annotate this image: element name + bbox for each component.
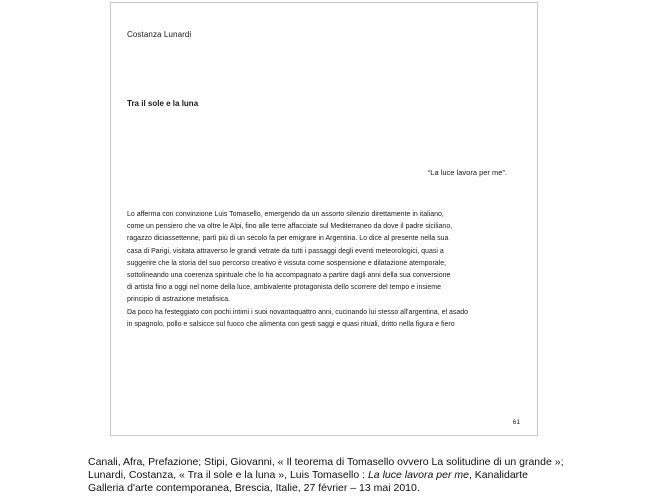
body-line: Lo afferma con convinzione Luis Tomasello, emergendo da un assorto silenzio direttamente in italiano, [127,211,444,218]
body-line: ragazzo diciassettenne, partì più di un secolo fa per emigrare in Argentina. Lo dice al presente nella sua [127,235,449,243]
citation-book-title: La luce lavora per me [367,469,469,481]
citation-caption [88,456,608,495]
page-number: 61 [512,419,520,426]
body-line: suggerire che la storia del suo percorso creativo è vissuta come sospensione e dilatazione atemporale, [127,259,447,267]
body-line: Da poco ha festeggiato con pochi intimi i suoi novantaquattro anni, cucinando lui stesso all'argentina, el asado [127,308,469,316]
essay-title: Tra il sole e la luna [127,99,199,108]
body-line: casa di Parigi, visitata attraverso le grandi vetrate da tutti i passaggi degli eventi meteorologici, quasi a [127,247,444,255]
essay-body [127,209,522,331]
citation-line-1: Canali, Afra, Prefazione; Stipi, Giovanni, « Il teorema di Tomasello ovvero La solitudine di un grande »; [88,456,564,468]
document-page [110,2,538,436]
citation-line-3: Galleria d'arte contemporanea, Brescia, Italie, 27 février – 13 mai 2010. [88,482,420,494]
body-line: principio di astrazione metafisica. [127,296,231,304]
author-name: Costanza Lunardi [127,30,192,39]
body-line: sottolineando una coerenza spirituale che lo ha accompagnato a partire dagli anni della sua conversione [127,272,451,280]
body-line: di artista fino a oggi nel nome della luce, ambivalente protagonista dello scorrere del tempo e insieme [127,284,442,292]
epigraph-quote: “La luce lavora per me”. [427,168,507,177]
body-line: come un pensiero che va oltre le Alpi, fino alle terre affacciate sul Mediterraneo da dove il padre siciliano, [127,223,453,231]
citation-line-2-end: , Kanalidarte [468,469,528,481]
citation-line-2-start: Lunardi, Costanza, « Tra il sole e la luna », Luis Tomasello : [88,469,368,481]
body-line: in spagnolo, pollo e salsicce sul fuoco che alimenta con gesti saggi e quasi rituali, dritto nella figura e fiero [127,320,455,328]
citation-line-2 [88,469,608,482]
